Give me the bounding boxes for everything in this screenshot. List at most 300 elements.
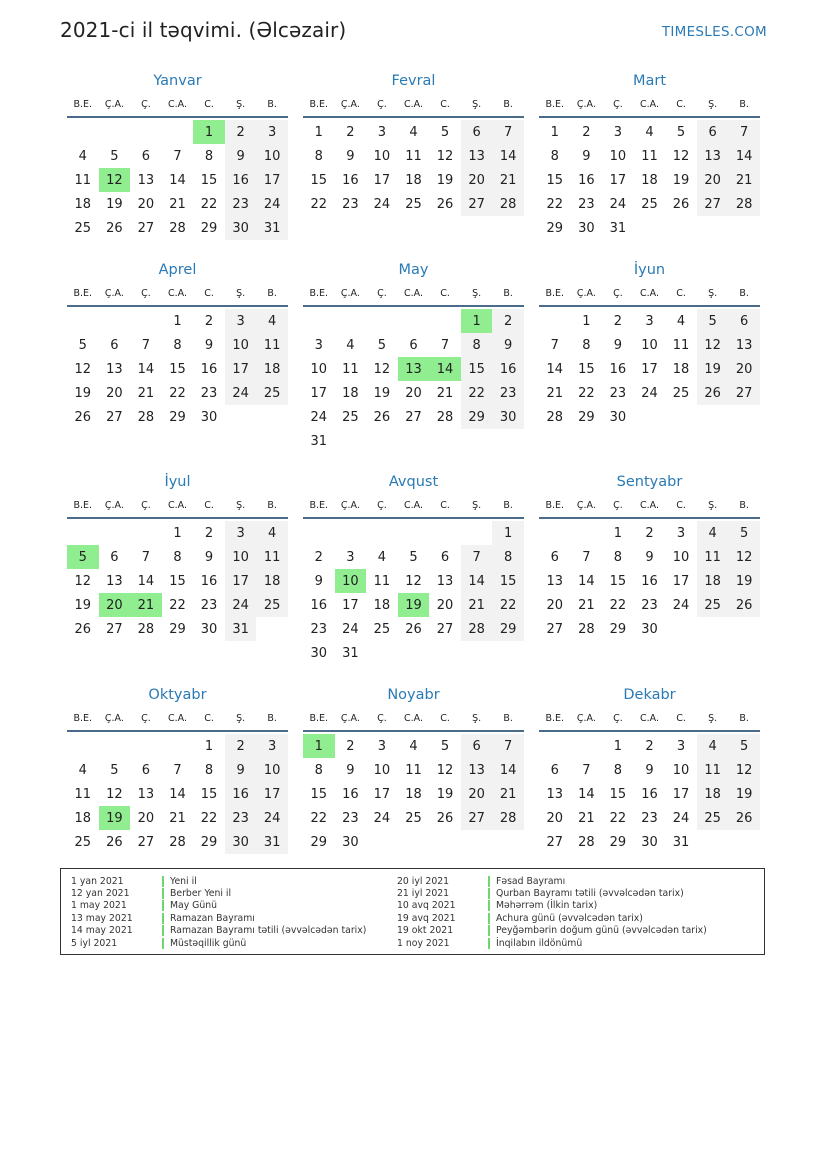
day-cell: 21 [436,385,454,401]
day-cell: 23 [225,192,257,216]
legend-item [61,900,401,912]
day-cell: 25 [697,806,729,830]
day-cell: 22 [609,810,627,826]
day-cell: 29 [609,834,627,850]
day-cell: 21 [461,593,493,617]
weekday-label: C.A. [167,98,187,110]
day-cell: 8 [613,762,623,778]
weekday-label: B.E. [545,712,565,724]
day-cell: 22 [169,385,186,401]
day-cell: 5 [409,549,418,565]
legend-marker [488,925,490,936]
legend-marker [488,876,490,887]
day-cell: 13 [436,573,454,589]
weekday-label: Ş. [236,712,246,724]
day-cell: 27 [436,621,454,637]
day-cell: 8 [461,333,493,357]
legend-date: 21 iyl 2021 [397,888,450,900]
month-noyabr [303,684,524,854]
weekday-label: C.A. [403,287,423,299]
day-cell: 17 [256,168,288,192]
day-cell: 21 [137,385,155,401]
day-cell: 29 [310,834,328,850]
legend-marker [162,888,164,899]
day-cell: 24 [225,381,257,405]
day-cell: 16 [641,786,658,802]
weekday-label: C. [676,287,686,299]
day-cell: 21 [169,810,186,826]
day-cell-empty [539,309,571,333]
day-cell: 28 [436,409,454,425]
day-cell: 25 [697,593,729,617]
day-cell-empty [99,309,131,333]
day-cell: 28 [492,192,524,216]
legend-item [387,900,727,912]
month-fevral [303,70,524,216]
day-cell: 22 [169,597,186,613]
day-cell: 16 [200,361,218,377]
day-cell: 15 [310,172,328,188]
weekday-header [539,706,760,732]
day-cell: 29 [609,621,627,637]
day-cell: 11 [256,545,288,569]
weekday-label: B. [267,98,277,110]
legend-date: 5 iyl 2021 [71,937,118,949]
day-cell: 16 [641,573,658,589]
day-cell: 8 [492,545,524,569]
holiday-day-cell: 1 [303,734,335,758]
day-cell: 19 [74,597,92,613]
weekday-label: Ç.A. [340,287,360,299]
weekday-label: Ç.A. [340,98,360,110]
day-cell: 7 [141,549,151,565]
day-cell: 6 [141,148,151,164]
day-cell: 22 [546,196,564,212]
day-cell: 9 [346,762,355,778]
day-cell: 19 [728,782,760,806]
calendar-grid [67,70,760,860]
day-cell: 21 [169,196,186,212]
day-cell: 30 [225,216,257,240]
day-cell: 28 [578,834,595,850]
legend-date: 1 noy 2021 [397,937,450,949]
day-cell: 1 [173,525,182,541]
legend-item [387,875,727,887]
day-cell: 5 [728,734,760,758]
day-cell: 24 [373,196,391,212]
day-cell: 20 [461,782,493,806]
day-cell-empty [130,309,162,333]
day-cell: 31 [256,216,288,240]
day-cell: 4 [645,124,654,140]
day-cell: 21 [492,168,524,192]
day-cell: 30 [492,405,524,429]
weekday-label: C.A. [403,98,423,110]
weekday-label: C. [440,712,450,724]
weekday-label: Ç.A. [340,499,360,511]
day-cell: 12 [106,786,123,802]
weekday-label: Ç. [377,287,387,299]
day-cell: 12 [728,545,760,569]
legend-holiday-name: May Günü [170,900,218,912]
day-cell: 15 [200,786,218,802]
day-cell: 8 [173,337,182,353]
day-cell: 18 [641,172,658,188]
day-cell: 10 [310,361,328,377]
legend-column-left [61,875,401,949]
weekday-header [539,92,760,118]
day-cell: 18 [697,569,729,593]
day-cell: 9 [346,148,355,164]
legend-holiday-name: Berber Yeni il [170,888,232,900]
weekday-label: Ç.A. [104,287,124,299]
day-cell: 4 [697,734,729,758]
day-cell: 8 [550,148,559,164]
day-cell-empty [335,521,367,545]
day-cell: 18 [256,357,288,381]
day-cell: 19 [436,172,454,188]
legend-date: 20 iyl 2021 [397,875,450,887]
day-cell: 20 [546,810,564,826]
weekday-label: Ç. [377,98,387,110]
day-cell: 11 [641,148,658,164]
day-cell: 6 [110,549,119,565]
day-cell: 18 [74,810,92,826]
month-yanvar [67,70,288,240]
legend-item [61,912,401,924]
day-cell-empty [67,120,99,144]
month-title: Avqust [388,474,439,490]
day-cell-empty [99,120,131,144]
day-cell: 21 [546,385,564,401]
legend-item [61,925,401,937]
holiday-day-cell: 13 [398,357,430,381]
day-cell: 4 [409,124,418,140]
day-grid [67,734,288,854]
day-cell: 14 [137,361,155,377]
weekday-label: Ç. [141,499,151,511]
day-cell: 9 [225,144,257,168]
day-cell: 24 [373,810,391,826]
day-cell: 12 [405,573,422,589]
day-cell: 20 [728,357,760,381]
day-cell: 5 [78,337,87,353]
legend-holiday-name: Fəsad Bayramı [496,875,566,887]
weekday-label: B.E. [73,98,93,110]
day-cell: 26 [728,806,760,830]
day-cell: 2 [582,124,591,140]
legend-date: 1 yan 2021 [71,875,124,887]
legend-date: 1 may 2021 [71,900,127,912]
day-cell-empty [162,734,194,758]
day-cell: 17 [641,361,658,377]
month-aprel [67,259,288,429]
weekday-label: C.A. [639,712,659,724]
day-cell-empty [429,309,461,333]
day-cell: 11 [697,545,729,569]
day-cell: 1 [550,124,559,140]
legend-marker [162,925,164,936]
day-cell: 11 [373,573,391,589]
day-cell: 5 [676,124,686,140]
legend-date: 19 okt 2021 [397,925,454,937]
weekday-label: B. [739,712,749,724]
day-cell: 16 [342,172,359,188]
month-mart [539,70,760,240]
legend-holiday-name: Peyğəmbərin doğum günü (əvvəlcədən tarix) [496,925,707,937]
day-cell: 13 [697,144,729,168]
day-cell: 20 [436,597,454,613]
day-cell: 24 [225,593,257,617]
day-cell: 20 [405,385,422,401]
holiday-day-cell: 14 [429,357,461,381]
day-cell: 17 [672,786,690,802]
day-cell: 14 [728,144,760,168]
day-cell: 3 [256,120,288,144]
day-cell: 6 [110,337,119,353]
day-cell: 26 [74,621,92,637]
day-cell-empty [461,521,493,545]
day-cell-empty [429,521,461,545]
day-cell: 9 [225,758,257,782]
day-cell: 12 [436,148,454,164]
day-cell-empty [571,521,603,545]
month-sentyabr [539,471,760,641]
legend-marker [162,900,164,911]
day-cell: 8 [582,337,591,353]
day-cell: 15 [609,573,627,589]
legend-holiday-name: Qurban Bayramı tətili (əvvəlcədən tarix) [496,888,684,900]
day-cell: 17 [373,172,391,188]
day-cell: 15 [310,786,328,802]
day-cell: 23 [641,597,658,613]
legend-marker [488,888,490,899]
day-cell: 4 [78,148,87,164]
day-cell: 10 [641,337,658,353]
weekday-label: Ş. [236,287,246,299]
legend-holiday-name: Məhərrəm (İlkin tarix) [496,900,598,912]
day-cell-empty [99,734,131,758]
day-cell-empty [539,734,571,758]
day-cell: 31 [225,617,257,641]
weekday-header [303,92,524,118]
day-cell: 25 [641,196,658,212]
holiday-legend [60,868,765,955]
day-cell: 30 [641,621,658,637]
day-cell: 3 [225,521,257,545]
weekday-label: C.A. [639,287,659,299]
day-cell: 11 [697,758,729,782]
weekday-label: B. [503,98,513,110]
weekday-header [67,281,288,307]
day-grid [303,309,524,453]
day-cell: 7 [173,762,182,778]
day-cell: 3 [613,124,623,140]
month-title: Aprel [158,262,197,278]
weekday-label: C.A. [167,499,187,511]
day-cell-empty [67,734,99,758]
day-cell: 25 [672,385,690,401]
day-cell: 7 [492,120,524,144]
day-cell: 17 [373,786,391,802]
day-cell: 20 [461,168,493,192]
holiday-day-cell: 1 [461,309,493,333]
day-cell: 1 [613,525,623,541]
day-cell-empty [366,521,398,545]
legend-item [387,925,727,937]
day-cell: 23 [578,196,595,212]
weekday-label: B. [739,499,749,511]
day-cell: 5 [110,148,119,164]
day-cell: 30 [225,830,257,854]
weekday-label: Ç. [377,712,387,724]
holiday-day-cell: 1 [193,120,225,144]
day-cell: 25 [256,381,288,405]
day-cell: 1 [582,313,591,329]
day-cell: 15 [169,361,186,377]
day-cell: 8 [204,148,214,164]
day-cell: 23 [200,597,218,613]
day-cell: 20 [106,385,123,401]
weekday-label: Ş. [472,287,482,299]
day-grid [67,521,288,641]
weekday-label: B. [503,287,513,299]
day-cell: 17 [310,385,328,401]
weekday-label: C.A. [403,712,423,724]
day-cell: 13 [546,573,564,589]
day-cell: 24 [342,621,359,637]
weekday-label: B.E. [309,712,329,724]
day-cell: 2 [225,120,257,144]
weekday-header [303,493,524,519]
day-cell: 14 [461,569,493,593]
page-title: 2021-ci il təqvimi. (Əlcəzair) [60,18,347,42]
day-cell: 22 [310,196,328,212]
day-cell: 9 [645,549,654,565]
day-cell: 3 [676,738,686,754]
holiday-day-cell: 19 [99,806,131,830]
day-cell: 14 [169,786,186,802]
day-cell: 13 [461,758,493,782]
day-grid [539,120,760,240]
day-cell: 6 [141,762,151,778]
day-cell: 22 [578,385,595,401]
day-cell: 17 [609,172,627,188]
day-cell: 3 [377,738,387,754]
weekday-header [67,92,288,118]
weekday-label: C. [676,712,686,724]
day-cell-empty [130,120,162,144]
day-cell: 16 [200,573,218,589]
day-cell-empty [67,309,99,333]
day-cell: 4 [377,549,387,565]
day-cell: 3 [377,124,387,140]
day-cell: 7 [173,148,182,164]
day-cell: 13 [137,786,155,802]
day-cell: 13 [546,786,564,802]
day-cell: 7 [582,549,591,565]
day-cell: 3 [314,337,323,353]
day-cell: 25 [373,621,391,637]
day-cell: 14 [546,361,564,377]
legend-item [61,875,401,887]
day-cell: 7 [461,545,493,569]
day-cell: 29 [578,409,595,425]
day-cell: 2 [204,313,214,329]
day-cell: 11 [405,148,422,164]
day-cell: 6 [697,120,729,144]
legend-marker [488,938,490,949]
day-cell: 16 [225,782,257,806]
day-cell: 3 [346,549,355,565]
day-cell: 30 [310,645,328,661]
day-cell: 23 [492,381,524,405]
weekday-label: B. [739,287,749,299]
day-cell: 25 [342,409,359,425]
day-cell: 10 [373,762,391,778]
day-grid [539,521,760,641]
day-cell: 27 [137,834,155,850]
day-cell: 2 [346,738,355,754]
day-cell: 20 [137,196,155,212]
day-cell: 28 [461,617,493,641]
day-cell: 7 [728,120,760,144]
day-grid [539,309,760,429]
day-cell: 27 [137,220,155,236]
day-cell: 31 [256,830,288,854]
weekday-label: Ç.A. [576,98,596,110]
weekday-label: B.E. [309,287,329,299]
weekday-label: Ç.A. [576,712,596,724]
day-cell-empty [398,521,430,545]
day-cell: 3 [676,525,686,541]
month-title: Mart [632,73,667,89]
day-cell: 21 [492,782,524,806]
day-cell: 10 [672,762,690,778]
day-cell: 10 [225,545,257,569]
day-cell: 3 [225,309,257,333]
day-cell-empty [303,309,335,333]
day-cell: 6 [550,762,559,778]
legend-marker [162,913,164,924]
day-cell: 16 [225,168,257,192]
weekday-label: Ş. [472,712,482,724]
day-cell: 6 [440,549,450,565]
legend-holiday-name: Ramazan Bayramı [170,912,255,924]
day-cell: 12 [436,762,454,778]
brand-link[interactable]: TIMESLES.COM [661,24,767,40]
weekday-label: B. [739,98,749,110]
holiday-day-cell: 20 [99,593,131,617]
day-cell: 26 [728,593,760,617]
day-grid [67,120,288,240]
day-cell: 19 [436,786,454,802]
day-cell: 18 [405,172,422,188]
day-grid [303,521,524,665]
legend-marker [488,913,490,924]
day-cell: 26 [74,409,92,425]
weekday-label: Ş. [236,98,246,110]
day-cell: 14 [578,786,595,802]
day-cell: 9 [582,148,591,164]
day-cell: 13 [137,172,155,188]
day-cell: 27 [546,621,564,637]
legend-holiday-name: Ramazan Bayramı tətili (əvvəlcədən tarix) [170,925,367,937]
weekday-label: Ç. [613,499,623,511]
day-cell: 27 [697,192,729,216]
day-cell: 21 [578,597,595,613]
day-cell: 22 [310,810,328,826]
